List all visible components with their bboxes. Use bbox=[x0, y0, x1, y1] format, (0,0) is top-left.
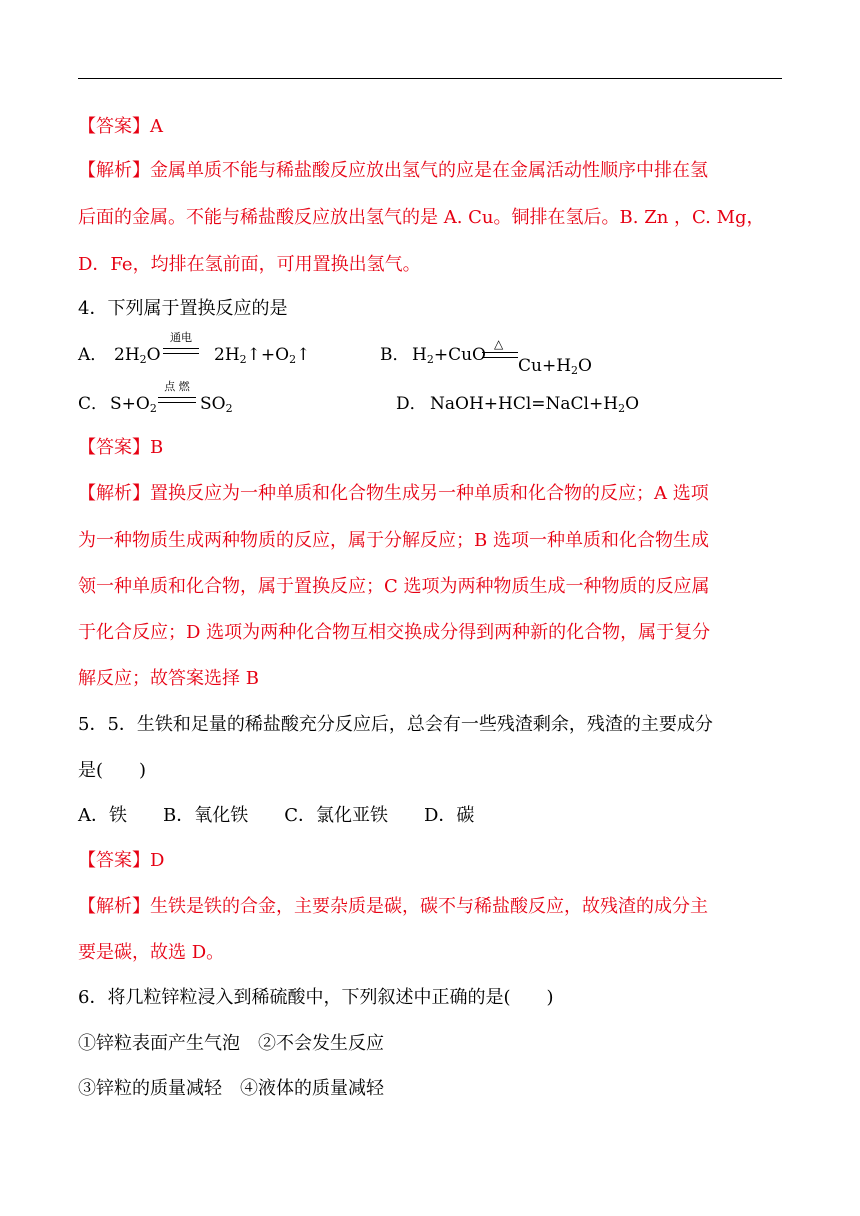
q5-stem-line-1: 5．5．生铁和足量的稀盐酸充分反应后，总会有一些残渣剩余，残渣的主要成分 bbox=[78, 714, 713, 735]
q3-answer: 【答案】A bbox=[78, 116, 163, 137]
q5-analysis-line-1: 【解析】生铁是铁的合金，主要杂质是碳，碳不与稀盐酸反应，故残渣的成分主 bbox=[78, 896, 708, 917]
q4-c-equals-sign bbox=[158, 397, 196, 403]
q4-a-condition: 通电 bbox=[170, 331, 192, 344]
q4-analysis-line-2: 为一种物质生成两种物质的反应，属于分解反应；B 选项一种单质和化合物生成 bbox=[78, 530, 709, 551]
q6-statement-line-1: ①锌粒表面产生气泡 ②不会发生反应 bbox=[78, 1033, 384, 1054]
q5-stem-line-2: 是( ) bbox=[78, 760, 147, 781]
q4-d-label: D． bbox=[396, 394, 427, 414]
q6-stem: 6．将几粒锌粒浸入到稀硫酸中，下列叙述中正确的是( ) bbox=[78, 987, 554, 1008]
q4-c-product: $SO_2$ bbox=[200, 394, 233, 415]
q4-b-products: $Cu+H_2O$ bbox=[518, 356, 592, 377]
q4-c-condition: 点 燃 bbox=[164, 380, 190, 393]
q6-statement-line-2: ③锌粒的质量减轻 ④液体的质量减轻 bbox=[78, 1078, 384, 1099]
q4-analysis-line-3: 领一种单质和化合物，属于置换反应；C 选项为两种物质生成一种物质的反应属 bbox=[78, 576, 710, 597]
q4-c-label: C． bbox=[78, 394, 109, 414]
q4-a-reactant: $2H_2O$ bbox=[114, 345, 161, 366]
q4-analysis-line-1: 【解析】置换反应为一种单质和化合物生成另一种单质和化合物的反应；A 选项 bbox=[78, 483, 709, 504]
q4-a-products: $2H_2↑+O_2↑$ bbox=[214, 345, 311, 366]
q3-analysis-line-3: D．Fe，均排在氢前面，可用置换出氢气。 bbox=[78, 254, 421, 275]
q4-analysis-line-5: 解反应；故答案选择 B bbox=[78, 668, 259, 689]
q4-b-equals-sign bbox=[482, 352, 518, 358]
q4-a-label: A． bbox=[78, 345, 108, 365]
q4-stem: 4．下列属于置换反应的是 bbox=[78, 298, 288, 319]
q5-analysis-line-2: 要是碳，故选 D。 bbox=[78, 942, 225, 963]
q4-b-condition: △ bbox=[494, 337, 504, 351]
q3-analysis-line-1: 【解析】金属单质不能与稀盐酸反应放出氢气的应是在金属活动性顺序中排在氢 bbox=[78, 160, 708, 181]
q3-analysis-line-2: 后面的金属。不能与稀盐酸反应放出氢气的是 A. Cu。铜排在氢后。B. Zn ，C. Mg， bbox=[78, 207, 765, 228]
q4-b-reactants: $H_2+CuO$ bbox=[412, 345, 486, 366]
q4-c-reactants: $S+O_2$ bbox=[110, 394, 157, 415]
q5-options: A．铁 B．氧化铁 C．氯化亚铁 D．碳 bbox=[78, 805, 475, 826]
q4-b-label: B． bbox=[380, 345, 410, 365]
header-rule bbox=[78, 78, 782, 79]
q4-answer: 【答案】B bbox=[78, 437, 164, 458]
q4-analysis-line-4: 于化合反应；D 选项为两种化合物互相交换成分得到两种新的化合物，属于复分 bbox=[78, 622, 711, 643]
q5-answer: 【答案】D bbox=[78, 850, 165, 871]
q4-d-equation: $NaOH+HCl=NaCl+H_2O$ bbox=[430, 394, 639, 415]
q4-a-equals-sign bbox=[163, 348, 199, 354]
